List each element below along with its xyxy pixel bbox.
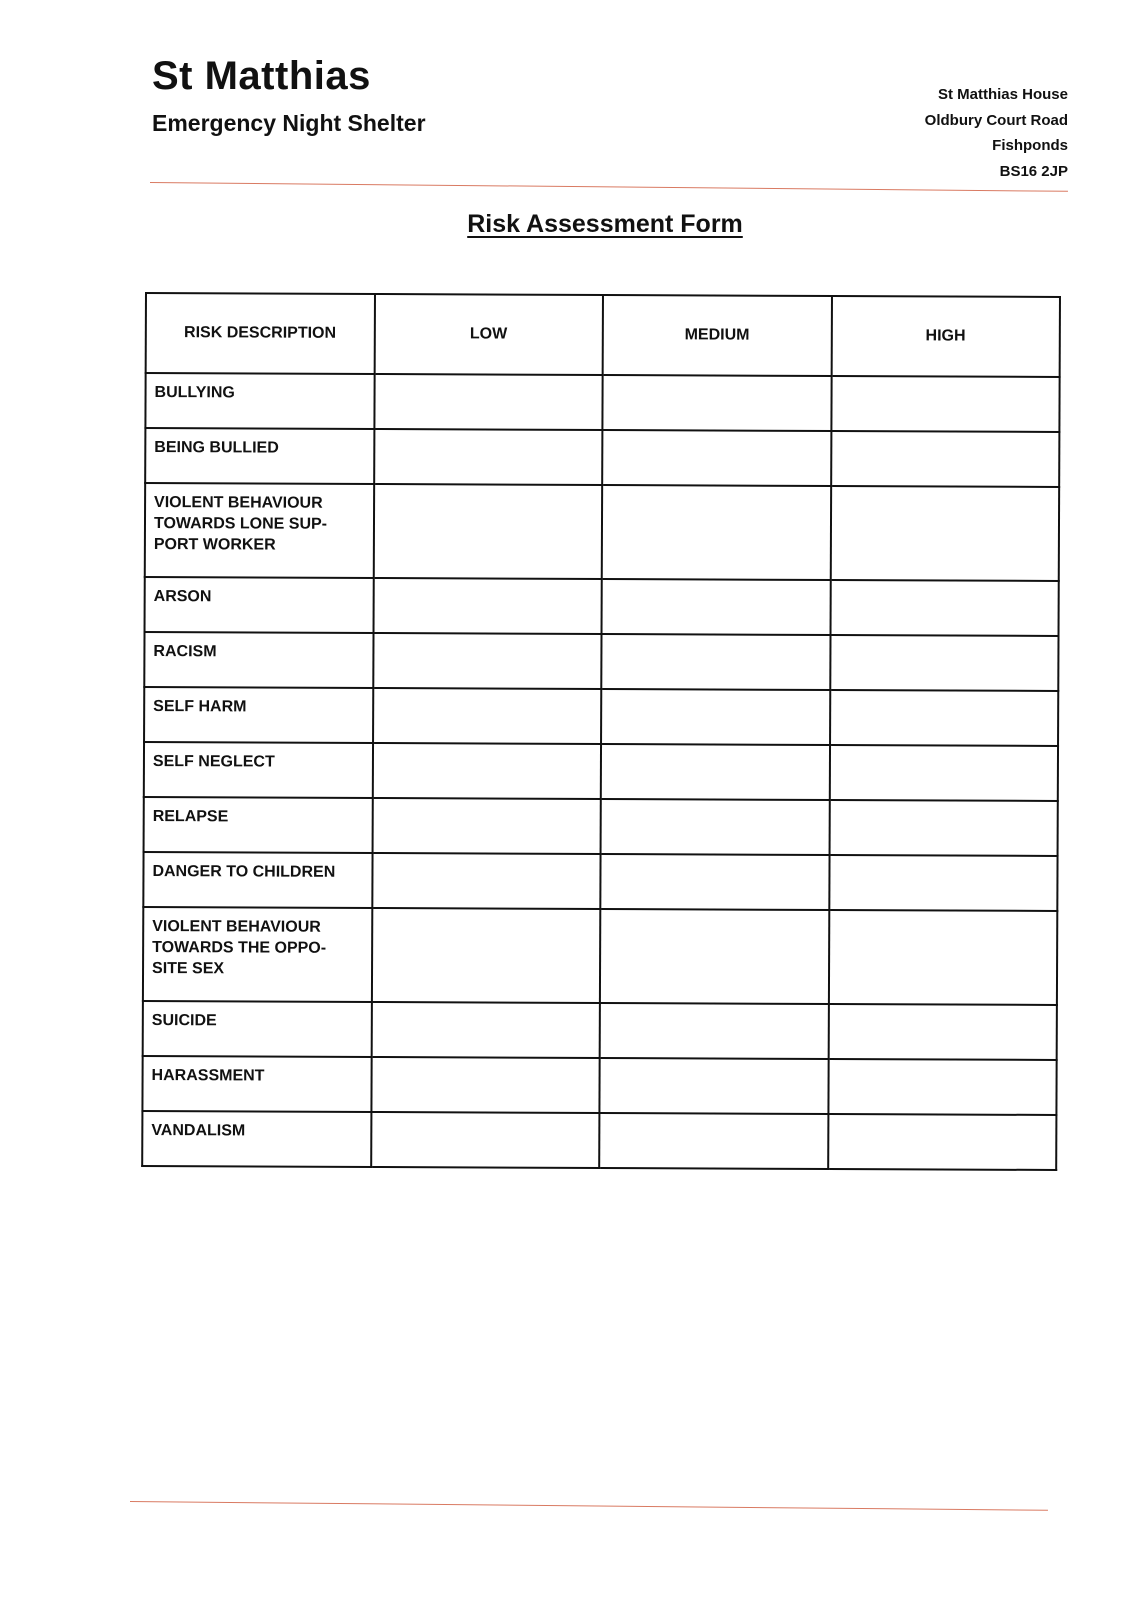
medium-cell[interactable]: [601, 744, 830, 800]
column-header-risk-description: RISK DESCRIPTION: [146, 293, 375, 374]
address-line-district: Fishponds: [992, 137, 1068, 154]
table-row: [143, 907, 1057, 1005]
high-cell[interactable]: [829, 800, 1058, 856]
organization-subtitle: Emergency Night Shelter: [152, 110, 426, 136]
column-header-low: LOW: [374, 294, 603, 375]
table-row: [144, 632, 1058, 691]
address-block: [925, 82, 1068, 184]
risk-description-cell: VANDALISM: [142, 1111, 371, 1167]
risk-assessment-table: [141, 292, 1061, 1171]
medium-cell[interactable]: [599, 1058, 828, 1114]
risk-description-cell: SELF HARM: [144, 687, 373, 743]
risk-description-cell: ARSON: [145, 577, 374, 633]
medium-cell[interactable]: [601, 634, 830, 690]
table-row: [144, 797, 1058, 856]
high-cell[interactable]: [828, 1114, 1057, 1170]
table-row: [145, 483, 1059, 581]
low-cell[interactable]: [372, 743, 601, 799]
table-row: [144, 742, 1058, 801]
risk-description-cell: BULLYING: [145, 373, 374, 429]
high-cell[interactable]: [828, 910, 1057, 1005]
risk-description-cell: RELAPSE: [144, 797, 373, 853]
high-cell[interactable]: [828, 1004, 1057, 1060]
risk-description-cell: BEING BULLIED: [145, 428, 374, 484]
low-cell[interactable]: [373, 484, 602, 579]
low-cell[interactable]: [371, 908, 600, 1003]
address-line-street: Oldbury Court Road: [924, 111, 1068, 129]
risk-description-cell: DANGER TO CHILDREN: [143, 852, 372, 908]
table-header-row: [146, 293, 1060, 377]
table-row: [145, 577, 1059, 636]
low-cell[interactable]: [371, 1057, 600, 1113]
high-cell[interactable]: [831, 376, 1060, 432]
medium-cell[interactable]: [599, 1113, 828, 1169]
low-cell[interactable]: [373, 688, 602, 744]
table-row: [145, 428, 1059, 487]
address-line-building: St Matthias House: [937, 86, 1068, 103]
table-row: [145, 373, 1059, 432]
medium-cell[interactable]: [601, 689, 830, 745]
column-header-medium: MEDIUM: [603, 295, 832, 376]
medium-cell[interactable]: [600, 909, 829, 1004]
form-title-text: Risk Assessment Form: [467, 210, 743, 238]
organization-name: St Matthias: [152, 54, 371, 98]
high-cell[interactable]: [830, 580, 1059, 636]
medium-cell[interactable]: [602, 485, 831, 580]
medium-cell[interactable]: [600, 1003, 829, 1059]
form-title: [0, 210, 1132, 239]
high-cell[interactable]: [831, 431, 1060, 487]
risk-table-container: [141, 292, 1061, 1171]
low-cell[interactable]: [371, 1002, 600, 1058]
medium-cell[interactable]: [602, 430, 831, 486]
high-cell[interactable]: [830, 690, 1059, 746]
table-row: [144, 687, 1058, 746]
risk-description-cell: VIOLENT BEHAVIOUR TOWARDS LONE SUP-PORT WORKER: [145, 483, 374, 578]
medium-cell[interactable]: [602, 375, 831, 431]
table-row: [142, 1111, 1056, 1170]
low-cell[interactable]: [372, 798, 601, 854]
risk-description-cell: VIOLENT BEHAVIOUR TOWARDS THE OPPO-SITE SEX: [143, 907, 372, 1002]
risk-description-cell: HARASSMENT: [142, 1056, 371, 1112]
risk-description-cell: SUICIDE: [143, 1001, 372, 1057]
low-cell[interactable]: [371, 1112, 600, 1168]
low-cell[interactable]: [374, 429, 603, 485]
high-cell[interactable]: [829, 745, 1058, 801]
low-cell[interactable]: [372, 853, 601, 909]
table-row: [143, 852, 1057, 911]
medium-cell[interactable]: [602, 579, 831, 635]
high-cell[interactable]: [830, 486, 1059, 581]
address-line-postcode: BS16 2JP: [999, 162, 1068, 180]
footer-divider: [130, 1501, 1048, 1511]
medium-cell[interactable]: [600, 854, 829, 910]
low-cell[interactable]: [373, 633, 602, 689]
high-cell[interactable]: [830, 635, 1059, 691]
low-cell[interactable]: [373, 578, 602, 634]
low-cell[interactable]: [374, 374, 603, 430]
medium-cell[interactable]: [601, 799, 830, 855]
risk-description-cell: RACISM: [144, 632, 373, 688]
table-row: [143, 1001, 1057, 1060]
column-header-high: HIGH: [831, 296, 1060, 377]
risk-description-cell: SELF NEGLECT: [144, 742, 373, 798]
high-cell[interactable]: [828, 1059, 1057, 1115]
high-cell[interactable]: [829, 855, 1058, 911]
table-row: [142, 1056, 1056, 1115]
